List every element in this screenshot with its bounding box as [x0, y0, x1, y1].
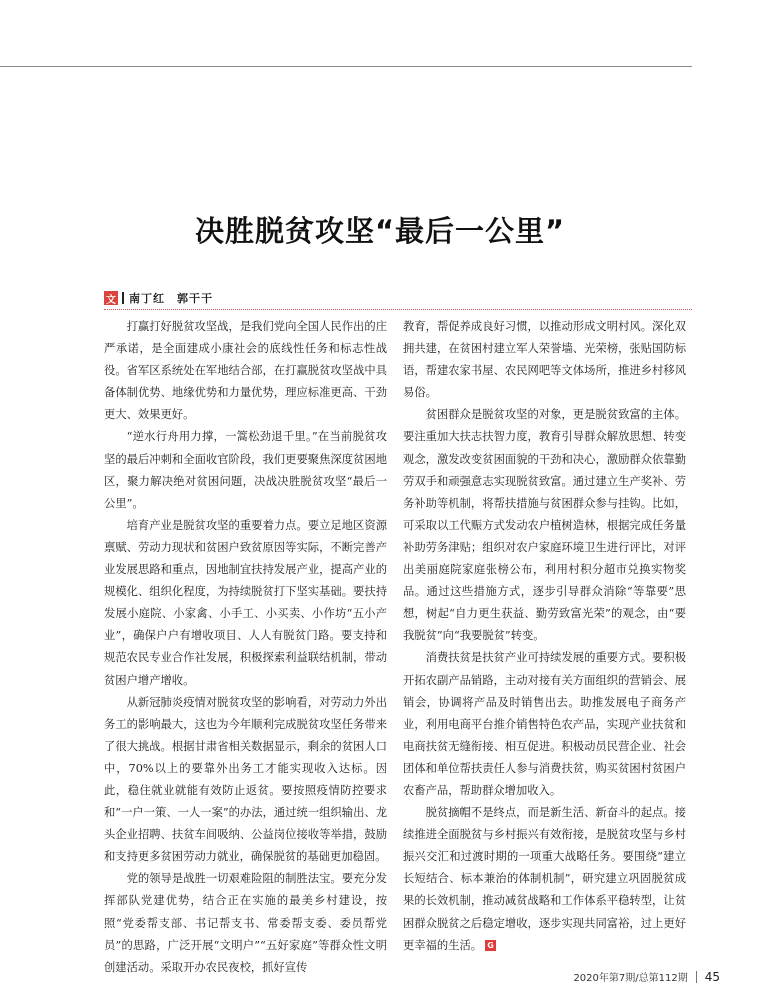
byline-badge: 文 — [104, 291, 118, 305]
right-column — [403, 316, 686, 957]
author-names: 南丁红 郭干干 — [129, 292, 213, 305]
footer-divider — [696, 971, 697, 983]
header-rule — [0, 66, 692, 67]
body-paragraph: 从新冠肺炎疫情对脱贫攻坚的影响看，对劳动力外出务工的影响最大，这也为今年顺利完成脱贫攻坚任务带来了很大挑战。根据甘肃省相关数据显示，剩余的贫困人口中，70%以上的要靠外出务工才能实现收入达标。因此，稳住就业就能有效防止返贫。要按照疫情防控要求和“一户一策、一人一案”的办法，通过统一组织输出、龙头企业招聘、扶贫车间吸纳、公益岗位接收等举措，鼓励和支持更多贫困劳动力就业，确保脱贫的基础更加稳固。 — [104, 695, 387, 864]
body-paragraph: “逆水行舟用力撑，一篙松劲退千里。”在当前脱贫攻坚的最后冲刺和全面收官阶段，我们更要聚焦深度贫困地区，聚力解决绝对贫困问题，决战决胜脱贫攻坚“最后一公里”。 — [104, 430, 387, 510]
body-paragraph — [403, 802, 686, 957]
final-paragraph-text: 脱贫摘帽不是终点，而是新生活、新奋斗的起点。接续推进全面脱贫与乡村振兴有效衔接，是脱贫攻坚与乡村振兴交汇和过渡时期的一项重大战略任务。要围绕“建立长短结合、标本兼治的体制机制”，研究建立巩固脱贫成果的长效机制，推动减贫战略和工作体系平稳转型，让贫困群众脱贫之后稳定增收，逐步实现共同富裕，过上更好更幸福的生活。 — [403, 806, 686, 952]
page-footer — [500, 969, 720, 984]
body-paragraph: 贫困群众是脱贫攻坚的对象，更是脱贫致富的主体。要注重加大扶志扶智力度，教育引导群众解放思想、转变观念，激发改变贫困面貌的干劲和决心，激励群众依靠勤劳双手和顽强意志实现脱贫致富。通过建立生产奖补、劳务补助等机制，将帮扶措施与贫困群众参与挂钩。比如，可采取以工代赈方式发动农户植树造林，根据完成任务量补助劳务津贴；组织对农户家庭环境卫生进行评比，对评出美丽庭院家庭张榜公布，利用村积分超市兑换实物奖品。通过这些措施方式，逐步引导群众消除“等靠要”思想，树起“自力更生获益、勤劳致富光荣”的观念，由“要我脱贫”向“我要脱贫”转变。 — [403, 408, 686, 643]
body-paragraph: 打赢打好脱贫攻坚战，是我们党向全国人民作出的庄严承诺，是全面建成小康社会的底线性任务和标志性战役。省军区系统处在军地结合部，在打赢脱贫攻坚战中具备体制优势、地缘优势和力量优势，理应标准更高、干劲更大、效果更好。 — [104, 320, 387, 422]
left-column — [104, 316, 387, 979]
body-paragraph: 消费扶贫是扶贫产业可持续发展的重要方式。要积极开拓农副产品销路，主动对接有关方面组织的营销会、展销会，协调将产品及时销售出去。助推发展电子商务产业，利用电商平台推介销售特色农产品，实现产业扶贫和电商扶贫无缝衔接、相互促进。积极动员民营企业、社会团体和单位帮扶责任人参与消费扶贫，购买贫困村贫困户农畜产品，帮助群众增加收入。 — [403, 651, 686, 797]
article-title: 决胜脱贫攻坚“最后一公里” — [194, 214, 566, 249]
body-paragraph: 教育，帮促养成良好习惯，以推动形成文明村风。深化双拥共建，在贫困村建立军人荣誉墙、光荣榜，张贴国防标语，帮建农家书屋、农民网吧等文体场所，推进乡村移风易俗。 — [403, 320, 686, 400]
byline-divider — [122, 292, 124, 304]
end-mark-icon: G — [485, 940, 496, 951]
byline-dotted-rule — [104, 309, 692, 310]
body-paragraph: 党的领导是战胜一切艰难险阻的制胜法宝。要充分发挥部队党建优势，结合正在实施的最美乡村建设，按照“党委帮支部、书记帮支书、常委帮支委、委员帮党员”的思路，广泛开展“文明户”“五好家庭”等群众性文明创建活动。采取开办农民夜校，抓好宣传 — [104, 872, 387, 974]
byline — [104, 290, 213, 306]
page-number: 45 — [704, 969, 720, 984]
issue-info: 2020年第7期/总第112期 — [573, 973, 688, 984]
body-paragraph: 培育产业是脱贫攻坚的重要着力点。要立足地区资源禀赋、劳动力现状和贫困户致贫原因等实际，不断完善产业发展思路和重点，因地制宜扶持发展产业，提高产业的规模化、组织化程度，为持续脱贫打下坚实基础。要扶持发展小庭院、小家禽、小手工、小买卖、小作坊“五小产业”，确保户户有增收项目、人人有脱贫门路。要支持和规范农民专业合作社发展，积极探索利益联结机制，带动贫困户增产增收。 — [104, 518, 387, 687]
